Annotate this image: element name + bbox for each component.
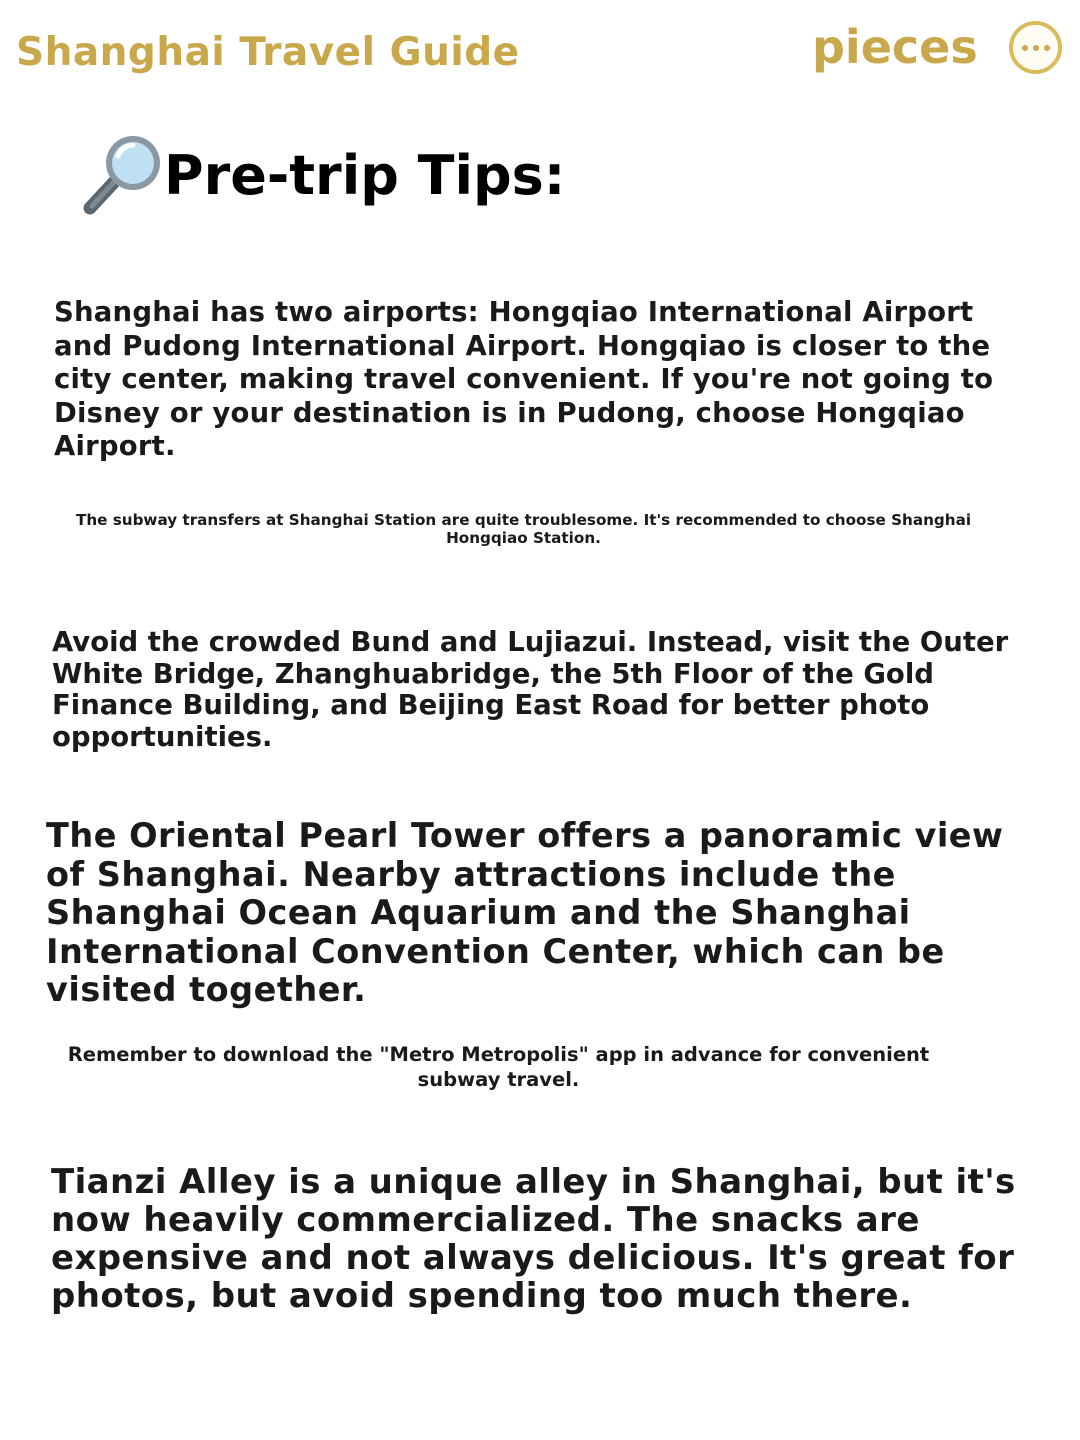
more-dot-icon bbox=[1044, 45, 1050, 51]
tip-metro-app: Remember to download the "Metro Metropolis" app in advance for convenient subway travel. bbox=[67, 1043, 930, 1091]
tip-oriental-pearl: The Oriental Pearl Tower offers a panoramic view of Shanghai. Nearby attractions include the Shanghai Ocean Aquarium and the Shanghai International Convention Center, which can be visited together. bbox=[46, 816, 1004, 1009]
more-options-button[interactable] bbox=[1009, 21, 1062, 74]
tip-subway-station: The subway transfers at Shanghai Station are quite troublesome. It's recommended to choose Shanghai Hongqiao Station. bbox=[75, 511, 972, 547]
brand-logo: pieces bbox=[812, 20, 978, 74]
tip-photo-spots: Avoid the crowded Bund and Lujiazui. Instead, visit the Outer White Bridge, Zhanghuabridge, the 5th Floor of the Gold Finance Building, and Beijing East Road for better photo opportunities. bbox=[52, 626, 1009, 753]
page-title: Shanghai Travel Guide bbox=[16, 30, 520, 75]
section-heading bbox=[78, 125, 565, 225]
tip-airports: Shanghai has two airports: Hongqiao International Airport and Pudong International Airport. Hongqiao is closer to the city center, making travel convenient. If you're not going to Disney or your destination is in Pudong, choose Hongqiao Airport. bbox=[54, 296, 994, 462]
more-dot-icon bbox=[1022, 45, 1028, 51]
more-dot-icon bbox=[1033, 45, 1039, 51]
tip-tianzi-alley: Tianzi Alley is a unique alley in Shanghai, but it's now heavily commercialized. The snacks are expensive and not always delicious. It's great for photos, but avoid spending too much there. bbox=[51, 1162, 1016, 1316]
section-heading-text: Pre-trip Tips: bbox=[164, 143, 566, 207]
magnifying-glass-icon bbox=[78, 130, 168, 220]
